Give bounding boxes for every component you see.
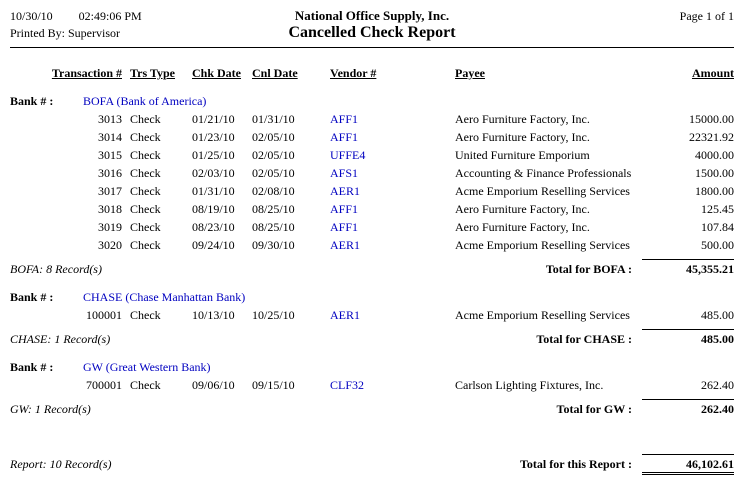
report-title: Cancelled Check Report xyxy=(288,24,456,41)
chk-date: 01/23/10 xyxy=(192,130,235,144)
bank-total-amount: 262.40 xyxy=(642,399,734,416)
amount: 125.45 xyxy=(701,202,734,216)
payee: Accounting & Finance Professionals xyxy=(455,166,632,180)
transaction-number: 700001 xyxy=(86,378,122,392)
bank-total-cell xyxy=(642,324,734,348)
bank-number-label: Bank # : xyxy=(10,360,54,374)
trs-type: Check xyxy=(130,130,161,144)
vendor-code-link[interactable]: AER1 xyxy=(330,238,360,252)
bank-record-count: CHASE: 1 Record(s) xyxy=(10,332,111,346)
vendor-code-link[interactable]: AFF1 xyxy=(330,130,359,144)
transaction-number: 3013 xyxy=(98,112,122,126)
transaction-number: 3019 xyxy=(98,220,122,234)
header-left-1 xyxy=(10,9,295,24)
bank-total-label: Total for GW : xyxy=(556,402,632,416)
chk-date: 08/23/10 xyxy=(192,220,235,234)
bank-subtotal-row xyxy=(10,324,734,348)
trs-type: Check xyxy=(130,202,161,216)
bank-record-count: GW: 1 Record(s) xyxy=(10,402,91,416)
payee: Acme Emporium Reselling Services xyxy=(455,184,630,198)
vendor-cell xyxy=(330,110,455,128)
chk-date: 10/13/10 xyxy=(192,308,235,322)
vendor-cell xyxy=(330,128,455,146)
payee: Aero Furniture Factory, Inc. xyxy=(455,112,590,126)
vendor-cell xyxy=(330,164,455,182)
vendor-code-link[interactable]: AFS1 xyxy=(330,166,359,180)
column-header-transaction: Transaction # xyxy=(51,66,122,80)
cnl-date: 09/15/10 xyxy=(252,378,295,392)
amount: 262.40 xyxy=(701,378,734,392)
trs-type: Check xyxy=(130,220,161,234)
cnl-date: 02/08/10 xyxy=(252,184,295,198)
report-total-amount: 46,102.61 xyxy=(642,454,734,475)
column-header-payee: Payee xyxy=(455,66,485,80)
column-header-row xyxy=(10,64,734,82)
trs-type: Check xyxy=(130,184,161,198)
report-table-body xyxy=(10,82,734,477)
bank-record-count: BOFA: 8 Record(s) xyxy=(10,262,102,276)
bank-total-label: Total for BOFA : xyxy=(545,262,632,276)
report-header xyxy=(10,8,734,48)
amount: 22321.92 xyxy=(689,130,734,144)
bank-header-cell xyxy=(10,82,734,110)
check-row xyxy=(10,182,734,200)
vendor-code-link[interactable]: AFF1 xyxy=(330,112,359,126)
vendor-cell xyxy=(330,146,455,164)
column-header-amount: Amount xyxy=(691,66,734,80)
page-indicator: Page 1 of 1 xyxy=(679,9,734,23)
vendor-code-link[interactable]: UFFE4 xyxy=(330,148,366,162)
bank-total-cell xyxy=(642,254,734,278)
amount: 1800.00 xyxy=(695,184,734,198)
bank-section-header xyxy=(10,278,734,306)
bank-total-amount: 45,355.21 xyxy=(642,259,734,276)
column-header-chk-date: Chk Date xyxy=(192,66,242,80)
bank-section-header xyxy=(10,348,734,376)
trs-type: Check xyxy=(130,238,161,252)
bank-name-link[interactable]: GW (Great Western Bank) xyxy=(83,360,211,374)
cnl-date: 10/25/10 xyxy=(252,308,295,322)
trs-type: Check xyxy=(130,166,161,180)
vendor-cell xyxy=(330,200,455,218)
payee: Acme Emporium Reselling Services xyxy=(455,308,630,322)
bank-number-label: Bank # : xyxy=(10,94,54,108)
cnl-date: 09/30/10 xyxy=(252,238,295,252)
bank-header-cell xyxy=(10,278,734,306)
header-row-2 xyxy=(10,24,734,42)
vendor-cell xyxy=(330,376,455,394)
vendor-code-link[interactable]: AFF1 xyxy=(330,202,359,216)
cnl-date: 02/05/10 xyxy=(252,130,295,144)
bank-total-cell xyxy=(642,394,734,418)
vendor-cell xyxy=(330,218,455,236)
check-row xyxy=(10,146,734,164)
payee: Acme Emporium Reselling Services xyxy=(455,238,630,252)
bank-total-label: Total for CHASE : xyxy=(536,332,632,346)
report-table xyxy=(10,64,734,477)
bank-name-link[interactable]: BOFA (Bank of America) xyxy=(83,94,207,108)
header-row-1 xyxy=(10,8,734,24)
vendor-cell xyxy=(330,306,455,324)
bank-name-link[interactable]: CHASE (Chase Manhattan Bank) xyxy=(83,290,246,304)
column-header-trs-type: Trs Type xyxy=(130,66,176,80)
transaction-number: 3017 xyxy=(98,184,122,198)
bank-subtotal-row xyxy=(10,254,734,278)
bank-section-header xyxy=(10,82,734,110)
check-row xyxy=(10,306,734,324)
column-header-vendor: Vendor # xyxy=(330,66,377,80)
print-date: 10/30/10 xyxy=(10,9,53,23)
printed-by: Printed By: Supervisor xyxy=(10,26,120,40)
trs-type: Check xyxy=(130,378,161,392)
report-total-row xyxy=(10,418,734,477)
report-total-cell xyxy=(642,418,734,477)
print-time: 02:49:06 PM xyxy=(78,9,142,23)
check-row xyxy=(10,128,734,146)
bank-subtotal-row xyxy=(10,394,734,418)
vendor-code-link[interactable]: AER1 xyxy=(330,184,360,198)
chk-date: 09/24/10 xyxy=(192,238,235,252)
vendor-code-link[interactable]: AER1 xyxy=(330,308,360,322)
amount: 500.00 xyxy=(701,238,734,252)
chk-date: 01/31/10 xyxy=(192,184,235,198)
report-record-count: Report: 10 Record(s) xyxy=(10,457,112,471)
cnl-date: 01/31/10 xyxy=(252,112,295,126)
vendor-code-link[interactable]: CLF32 xyxy=(330,378,365,392)
trs-type: Check xyxy=(130,112,161,126)
transaction-number: 100001 xyxy=(86,308,122,322)
check-row xyxy=(10,164,734,182)
column-header-cnl-date: Cnl Date xyxy=(252,66,298,80)
cnl-date: 02/05/10 xyxy=(252,148,295,162)
check-row xyxy=(10,110,734,128)
check-row xyxy=(10,376,734,394)
payee: United Furniture Emporium xyxy=(455,148,590,162)
bank-header-cell xyxy=(10,348,734,376)
transaction-number: 3016 xyxy=(98,166,122,180)
cnl-date: 08/25/10 xyxy=(252,220,295,234)
chk-date: 01/21/10 xyxy=(192,112,235,126)
payee: Aero Furniture Factory, Inc. xyxy=(455,202,590,216)
check-row xyxy=(10,236,734,254)
payee: Aero Furniture Factory, Inc. xyxy=(455,220,590,234)
amount: 485.00 xyxy=(701,308,734,322)
trs-type: Check xyxy=(130,148,161,162)
check-row xyxy=(10,218,734,236)
vendor-code-link[interactable]: AFF1 xyxy=(330,220,359,234)
cnl-date: 08/25/10 xyxy=(252,202,295,216)
transaction-number: 3020 xyxy=(98,238,122,252)
chk-date: 09/06/10 xyxy=(192,378,235,392)
transaction-number: 3014 xyxy=(98,130,122,144)
check-row xyxy=(10,200,734,218)
chk-date: 02/03/10 xyxy=(192,166,235,180)
transaction-number: 3015 xyxy=(98,148,122,162)
bank-total-amount: 485.00 xyxy=(642,329,734,346)
payee: Aero Furniture Factory, Inc. xyxy=(455,130,590,144)
amount: 15000.00 xyxy=(689,112,734,126)
bank-number-label: Bank # : xyxy=(10,290,54,304)
vendor-cell xyxy=(330,236,455,254)
trs-type: Check xyxy=(130,308,161,322)
amount: 1500.00 xyxy=(695,166,734,180)
amount: 107.84 xyxy=(701,220,734,234)
header-rule xyxy=(10,47,734,48)
transaction-number: 3018 xyxy=(98,202,122,216)
company-name: National Office Supply, Inc. xyxy=(294,8,450,23)
chk-date: 01/25/10 xyxy=(192,148,235,162)
report-total-label: Total for this Report : xyxy=(520,457,632,471)
amount: 4000.00 xyxy=(695,148,734,162)
vendor-cell xyxy=(330,182,455,200)
cnl-date: 02/05/10 xyxy=(252,166,295,180)
payee: Carlson Lighting Fixtures, Inc. xyxy=(455,378,604,392)
chk-date: 08/19/10 xyxy=(192,202,235,216)
